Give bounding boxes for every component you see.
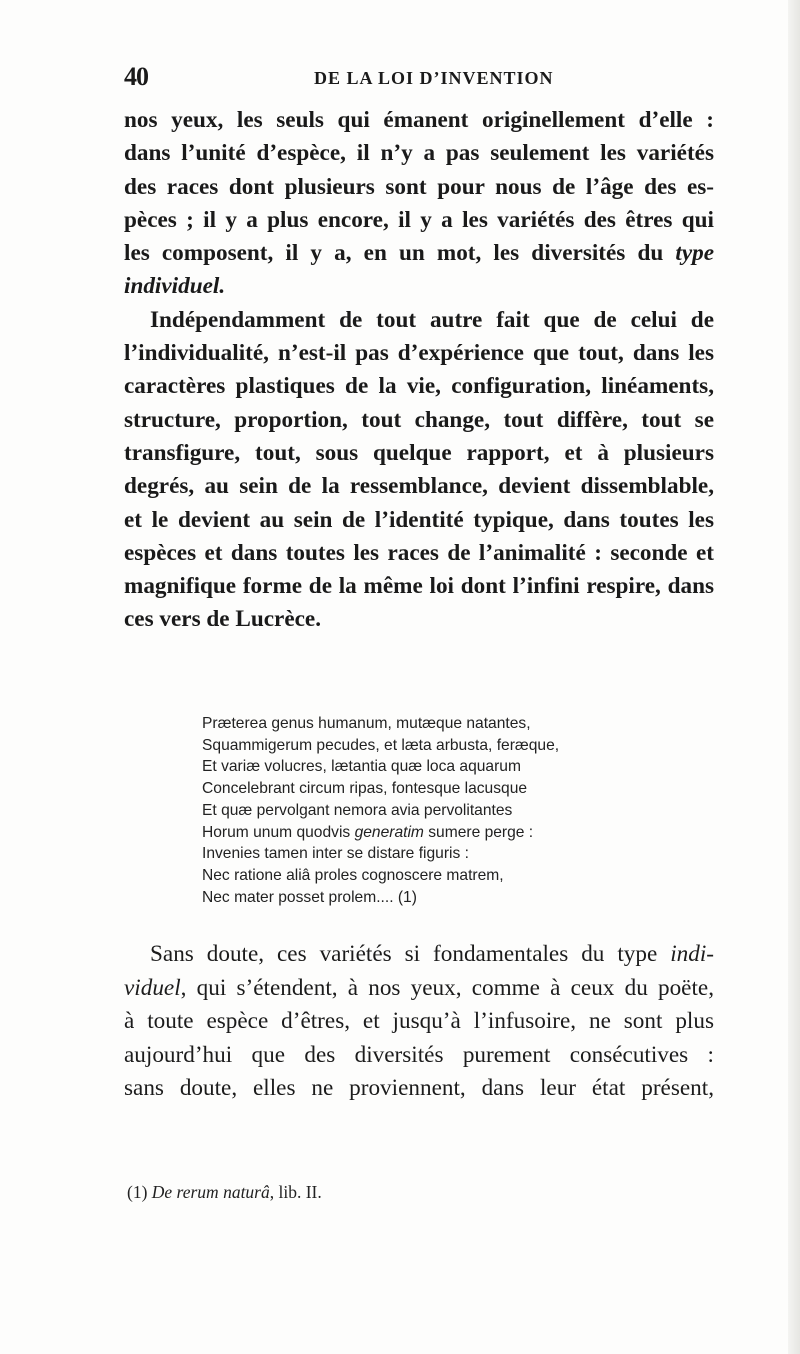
italic-word: generatim [354, 823, 424, 841]
footnote-title: De rerum naturâ [151, 1182, 270, 1202]
text-segment: , qui s’étendent, à nos yeux, comme à ceux du poëte, [180, 974, 714, 1001]
text-line: nos yeux, les seuls qui émanent originellement d’elle : [124, 107, 714, 133]
text-line: caractères plastiques de la vie, configuration, linéaments, [124, 373, 714, 400]
page-number: 40 [124, 62, 148, 91]
italic-word: viduel [124, 974, 181, 1001]
text-line: sans doute, elles ne proviennent, dans leur état présent, [124, 1075, 714, 1102]
text-line: transfigure, tout, sous quelque rapport, et à plusieurs [124, 439, 714, 466]
quote-line [202, 822, 722, 844]
text-line [124, 270, 714, 303]
text-line: espèces et dans toutes les races de l’animalité : seconde et [124, 539, 714, 566]
text-line [124, 237, 714, 270]
quote-line: Nec mater posset prolem.... (1) [202, 888, 417, 906]
quote-line: Præterea genus humanum, mutæque natantes, [202, 715, 531, 732]
running-title: DE LA LOI D’INVENTION [314, 68, 554, 88]
quote-line: Invenies tamen inter se distare figuris : [202, 845, 469, 863]
text-line: degrés, au sein de la ressemblance, devient dissemblable, [124, 473, 714, 500]
text-line: Indépendamment de tout autre fait que de celui de [150, 306, 714, 333]
text-segment: sumere perge : [428, 823, 534, 841]
text-line: structure, proportion, tout change, tout diffère, tout se [124, 406, 714, 433]
main-text-block [124, 104, 714, 637]
text-line: pèces ; il y a plus encore, il y a les variétés des êtres qui [124, 206, 714, 233]
text-line: ces vers de Lucrèce. [124, 606, 322, 633]
text-line [124, 972, 714, 1006]
text-segment: Horum unum quodvis [202, 823, 351, 841]
text-line: magnifique forme de la même loi dont l’infini respire, dans [124, 573, 714, 600]
text-line: l’individualité, n’est-il pas d’expérience que tout, dans les [124, 340, 714, 367]
text-segment: Sans doute, ces variétés si fondamentales du type [150, 941, 658, 967]
quote-line: Squammigerum pecudes, et læta arbusta, feræque, [202, 736, 560, 754]
page-header [124, 62, 704, 92]
text-line: aujourd’hui que des diversités purement consécutives : [124, 1041, 714, 1068]
page-edge-shadow [788, 0, 800, 1354]
text-segment: les composent, il y a, en un mot, les diversités du [124, 240, 664, 267]
footnote-reference: , lib. II. [269, 1182, 322, 1202]
latin-quotation [202, 713, 722, 908]
italic-word: type [675, 240, 714, 267]
quote-line: Concelebrant circum ripas, fontesque lacusque [202, 780, 528, 798]
text-line: et le devient au sein de l’identité typique, dans toutes les [124, 506, 714, 533]
quote-line: Nec ratione aliâ proles cognoscere matrem, [202, 866, 504, 884]
footnote-marker: (1) [127, 1182, 148, 1202]
quote-line: Et quæ pervolgant nemora avia pervolitantes [202, 801, 513, 819]
text-line: des races dont plusieurs sont pour nous de l’âge des es- [124, 173, 714, 200]
italic-word: indi- [670, 941, 714, 967]
text-line [124, 938, 714, 972]
text-line: dans l’unité d’espèce, il n’y a pas seulement les variétés [124, 140, 714, 167]
quote-line: Et variæ volucres, lætantia quæ loca aquarum [202, 758, 521, 776]
text-line: à toute espèce d’êtres, et jusqu’à l’infusoire, ne sont plus [124, 1008, 714, 1035]
continuation-text-block [124, 938, 714, 1106]
footnote [127, 1182, 322, 1203]
italic-word: individuel. [124, 273, 226, 300]
